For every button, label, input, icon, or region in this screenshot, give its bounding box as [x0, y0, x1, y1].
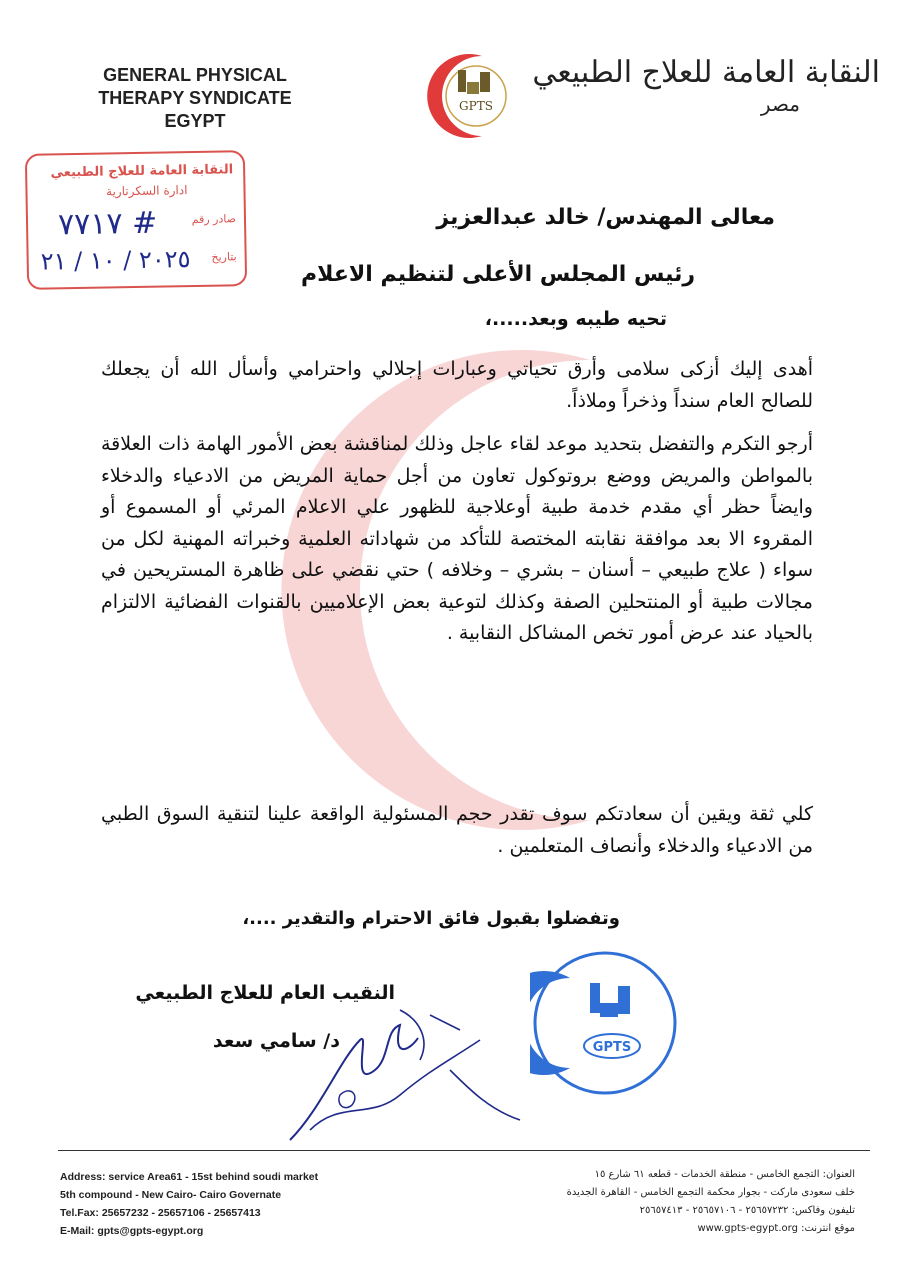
greeting: تحيه طيبه وبعد.....،	[484, 308, 667, 330]
footer-address-line-ar: خلف سعودى ماركت - بجوار محكمة التجمع الخامس - القاهرة الجديدة	[566, 1187, 855, 1198]
footer-website-ar: موقع انترنت: www.gpts-egypt.org	[697, 1223, 855, 1234]
logo-text: GPTS	[459, 99, 493, 113]
stamp-outgoing-label: صادر رقم	[191, 212, 237, 227]
footer-english	[60, 1168, 318, 1240]
addressee: معالى المهندس/ خالد عبدالعزيز	[436, 205, 775, 230]
footer-email: E-Mail: gpts@gpts-egypt.org	[60, 1225, 204, 1237]
outgoing-date: ٢٠٢٥ / ١٠ / ٢١	[40, 245, 191, 276]
footer-address-line-ar: العنوان: التجمع الخامس - منطقة الخدمات - قطعه ٦١ شارع ١٥	[594, 1169, 855, 1180]
footer-arabic	[567, 1166, 855, 1238]
arabic-header	[532, 55, 880, 116]
outgoing-number: ٧٧١٧ #	[57, 205, 158, 243]
paragraph-2: أرجو التكرم والتفضل بتحديد موعد لقاء عاجل وذلك لمناقشة بعض الأمور الهامة ذات العلاقة بالمواطن والمريض ووضع بروتوكول تعاون من أجل حماية المريض من الادعياء والدخلاء وايضاً حظر أي مقدم خدمة طبية أوعلاجية للظهور علي الاعلام المرئي أو المسموع أو المقروء الا بعد موافقة نقابته المختصة للتأكد من شهاداته العلمية وخبراته المهنية لكل من سواء ( علاج طبيعي – أسنان – بشري – وخلافه ) حتي نقضي على ظاهرة المستريحين في مجالات طبية أو المنتحلين الصفة وكذلك لتوعية بعض الإعلاميين بالقنوات الفضائية الالتزام بالحياد عند عرض أمور تخص المشاكل النقابية .	[101, 433, 813, 644]
signatory-name: د/ سامي سعد	[212, 1030, 340, 1052]
footer-address-line: Address: service Area61 - 15st behind soudi market	[60, 1171, 319, 1183]
english-header-line: THERAPY SYNDICATE	[98, 88, 292, 108]
footer-address-line: 5th compound - New Cairo- Cairo Governate	[60, 1189, 282, 1201]
english-header-line: EGYPT	[164, 111, 226, 131]
addressee-title: رئيس المجلس الأعلى لتنظيم الاعلام	[301, 262, 695, 287]
footer-phone-ar: تليفون وفاكس: ٢٥٦٥٧٢٣٢ - ٢٥٦٥٧١٠٦ - ٢٥٦٥٧٤١٣	[639, 1205, 855, 1216]
official-seal	[530, 948, 680, 1098]
paragraph-3: كلي ثقة ويقين أن سعادتكم سوف تقدر حجم المسئولية الواقعة علينا لتنقية السوق الطبي من الادعياء والدخلاء وأنصاف المتعلمين .	[101, 803, 813, 857]
stamp-org-name: النقابة العامة للعلاج الطبيعي	[50, 162, 234, 181]
syndicate-logo	[420, 48, 516, 144]
stamp-department: ادارة السكرتارية	[105, 183, 188, 199]
english-header-line: GENERAL PHYSICAL	[103, 65, 287, 85]
outgoing-stamp	[25, 150, 247, 290]
english-header	[60, 64, 330, 133]
stamp-date-label: بتاريخ	[211, 250, 237, 264]
signatory-title: النقيب العام للعلاج الطبيعي	[135, 982, 395, 1004]
footer-divider	[58, 1150, 870, 1151]
handwritten-signature	[280, 1000, 540, 1160]
arabic-country: مصر	[760, 92, 800, 116]
paragraph-1: أهدى إليك أزكى سلامى وأرق تحياتي وعبارات إجلالي واحترامي وأسأل الله أن يجعلك للصالح العام سنداً وذخراً وملاذاً.	[101, 358, 813, 412]
arabic-title: النقابة العامة للعلاج الطبيعي	[532, 55, 880, 90]
seal-logo-text: GPTS	[592, 1040, 632, 1055]
closing: وتفضلوا بقبول فائق الاحترام والتقدير ....،	[242, 908, 620, 929]
footer-phone: Tel.Fax: 25657232 - 25657106 - 25657413	[60, 1207, 261, 1219]
